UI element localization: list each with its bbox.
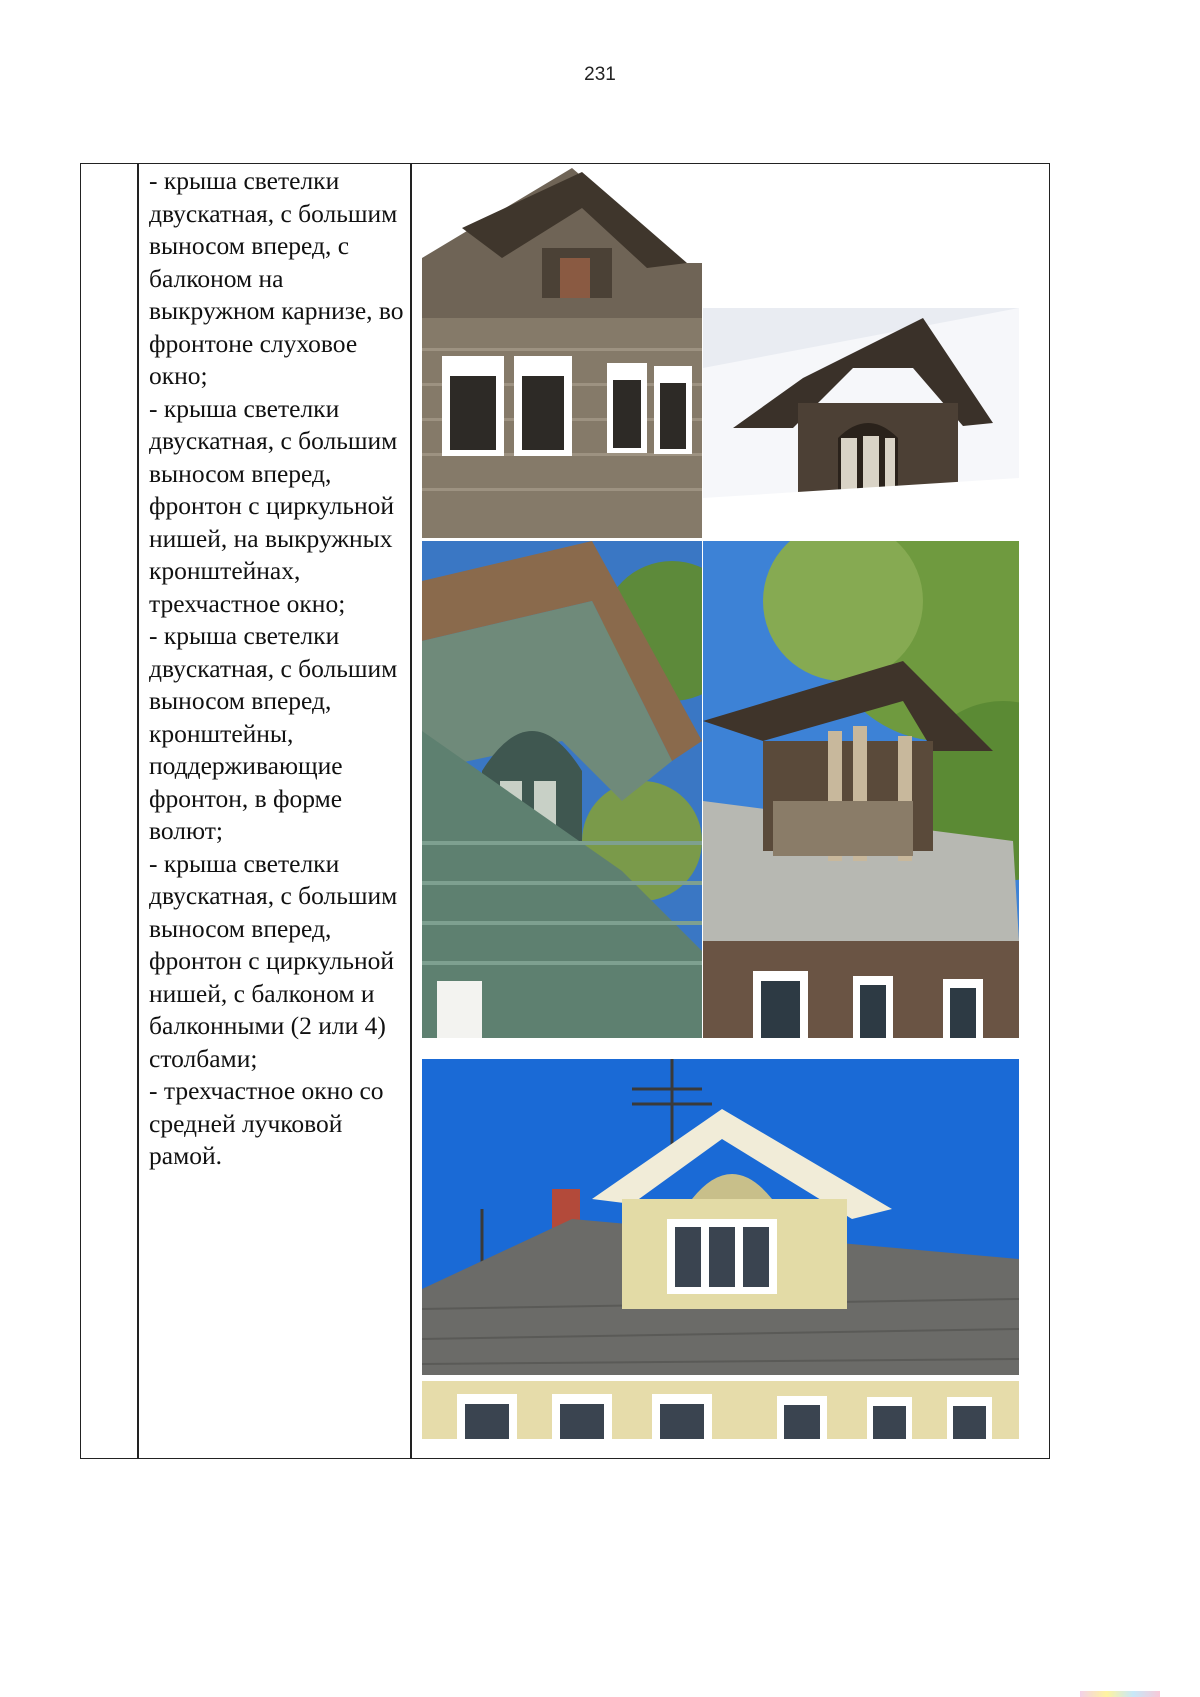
description-item-5: - трехчастное окно со средней лучковой рамой. (149, 1076, 384, 1170)
scan-color-marks (1080, 1691, 1160, 1697)
description-item-2: - крыша светелки двускатная, с большим выносом вперед, фронтон с циркульной нишей, на выкружных кронштейнах, трехчастное окно; (149, 393, 398, 618)
photo-dormer-snow (703, 308, 1019, 538)
photo-wooden-house-balcony (422, 168, 702, 538)
photo-balcony-columns (703, 541, 1019, 1038)
column-divider-1 (137, 164, 139, 1458)
photo-yellow-house-triple-window (422, 1059, 1019, 1439)
description-cell (149, 165, 414, 1173)
description-item-4: - крыша светелки двускатная, с большим выносом вперед, фронтон с циркульной нишей, с балконом и балконными (2 или 4) столбами; (149, 848, 398, 1073)
description-item-3: - крыша светелки двускатная, с большим выносом вперед, кронштейны, поддерживающие фронтон, в форме волют; (149, 621, 398, 845)
description-item-1: - крыша светелки двускатная, с большим выносом вперед, с балконом на выкружном карнизе, во фронтоне слуховое окно; (149, 166, 404, 390)
page-number: 231 (584, 64, 616, 85)
photo-green-house-niche (422, 541, 702, 1038)
